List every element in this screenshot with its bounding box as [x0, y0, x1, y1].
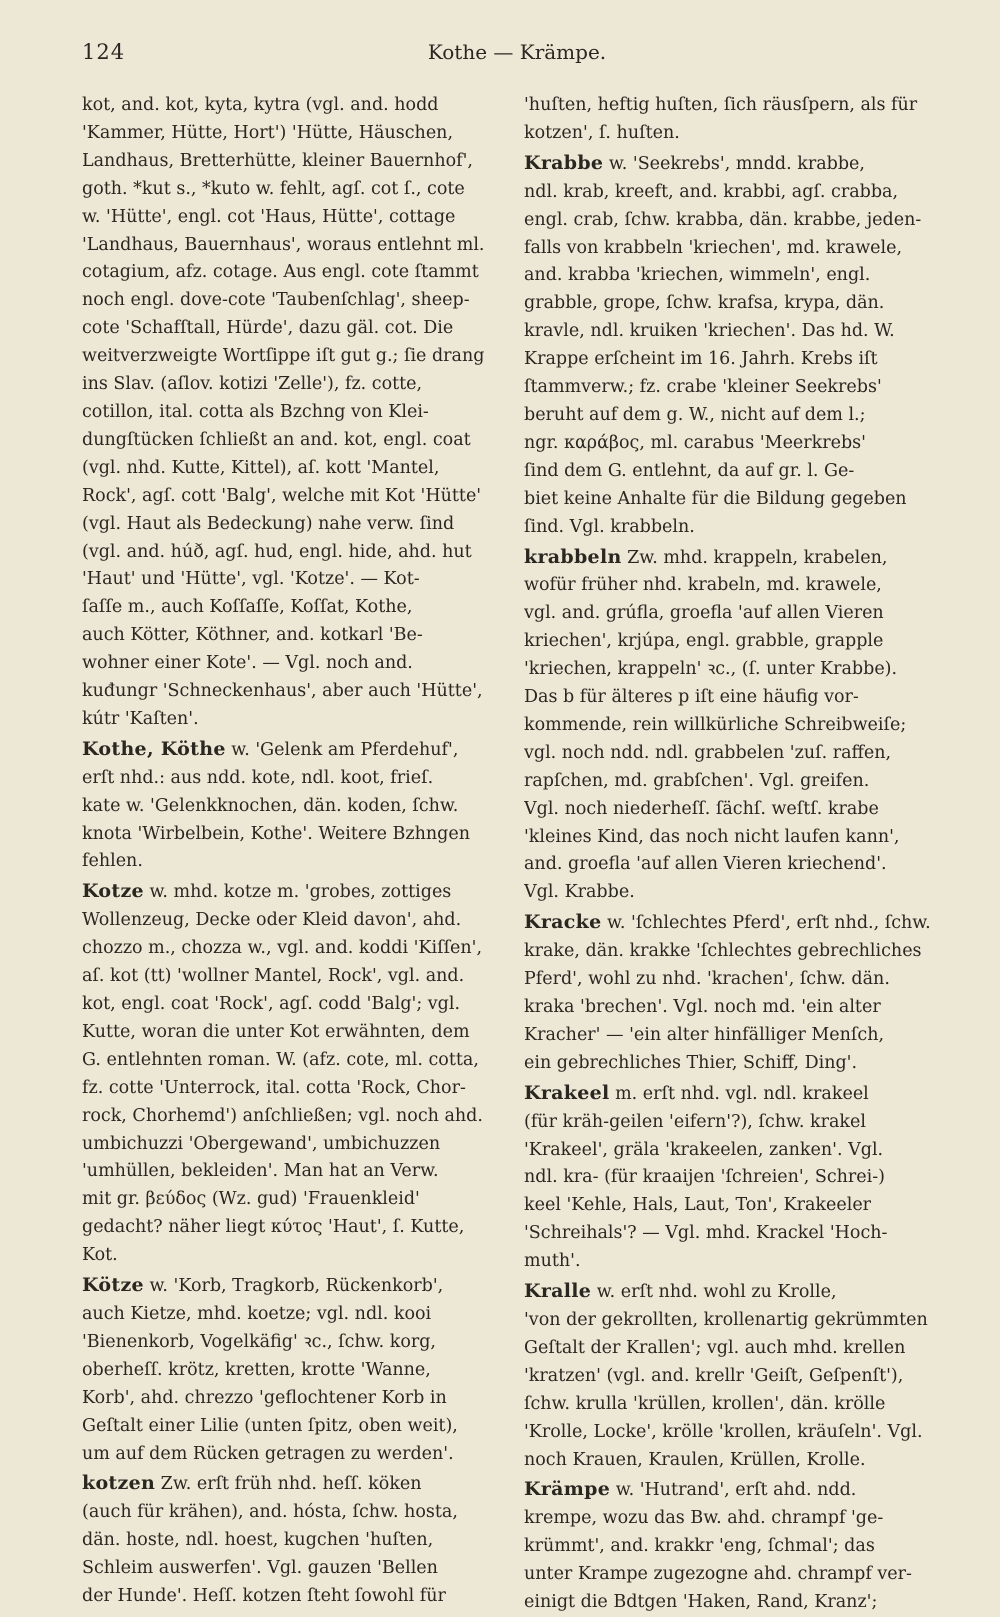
line-text: keel 'Kehle, Hals, Laut, Ton', Krakeeler — [524, 1195, 872, 1216]
line-text: engl. crab, ſchw. krabba, dän. krabbe, jeden- — [524, 209, 922, 230]
entry-headword: Kötze — [82, 1274, 144, 1297]
line-text: Korb', ahd. chrezzo 'geflochtener Korb in — [82, 1387, 447, 1408]
line-text: Wollenzeug, Decke oder Kleid davon', ahd. — [82, 910, 462, 931]
text-line — [82, 176, 494, 204]
text-line — [524, 1533, 942, 1561]
text-line — [82, 821, 494, 849]
line-text: ſtammverw.; fz. crabe 'kleiner Seekrebs' — [524, 377, 882, 398]
line-text: 'kleines Kind, das noch nicht laufen kann', — [524, 826, 900, 847]
line-text: kravle, ndl. kruiken 'kriechen'. Das hd. W. — [524, 321, 895, 342]
line-text: fehlen. — [82, 851, 143, 872]
text-line — [524, 1278, 942, 1307]
text-line — [82, 399, 494, 427]
text-line — [524, 207, 942, 235]
text-line — [524, 318, 942, 346]
text-line — [524, 120, 942, 148]
line-text: vgl. noch ndd. ndl. grabbelen 'zuſ. raffen, — [524, 742, 892, 763]
text-line — [82, 963, 494, 991]
line-text: goth. *kut s., *kuto w. fehlt, agſ. cot ſ., cote — [82, 178, 465, 199]
text-line — [82, 1075, 494, 1103]
text-line — [82, 1214, 494, 1242]
text-line — [524, 1080, 942, 1109]
line-text: w. 'Gelenk am Pferdehuf', — [225, 739, 459, 760]
line-text: w. 'Seekrebs', mndd. krabbe, — [603, 153, 865, 174]
text-line — [524, 1363, 942, 1391]
line-text: w. 'Hütte', engl. cot 'Haus, Hütte', cottage — [82, 206, 456, 227]
line-text: kate w. 'Gelenkknochen, dän. koden, ſchw. — [82, 795, 459, 816]
text-line — [82, 907, 494, 935]
text-line — [82, 1527, 494, 1555]
text-line — [82, 1555, 494, 1583]
line-text: Geſtalt der Krallen'; vgl. auch mhd. krellen — [524, 1337, 906, 1358]
text-line — [524, 235, 942, 263]
line-text: Vgl. noch niederheſſ. ſächſ. weſtſ. krabe — [524, 798, 879, 819]
line-text: cotagium, afz. cotage. Aus engl. cote ſtammt — [82, 262, 479, 283]
text-line — [524, 796, 942, 824]
line-text: kraka 'brechen'. Vgl. noch md. 'ein alter — [524, 997, 881, 1017]
line-text: Das b für älteres p iſt eine häufig vor- — [524, 687, 859, 708]
text-line — [524, 768, 942, 796]
line-text: fz. cotte 'Unterrock, ital. cotta 'Rock, Chor- — [82, 1077, 466, 1098]
text-line — [524, 1419, 942, 1447]
text-line — [82, 1019, 494, 1047]
text-line — [524, 1050, 942, 1078]
text-line — [524, 966, 942, 994]
text-line — [524, 994, 942, 1022]
line-text: ſaſſe m., auch Koſſaſſe, Koſſat, Kothe, — [82, 597, 413, 618]
entry-headword: Kotze — [82, 880, 144, 903]
text-line — [524, 1220, 942, 1248]
line-text: cote 'Schafſtall, Hürde', dazu gäl. cot. Die — [82, 318, 454, 339]
text-line — [524, 1248, 942, 1276]
text-line — [82, 92, 494, 120]
line-text: weitverzweigte Wortſippe iſt gut g.; ſie drang — [82, 346, 485, 367]
line-text: krümmt', and. krakkr 'eng, ſchmal'; das — [524, 1536, 875, 1557]
text-line — [524, 851, 942, 879]
text-line — [82, 848, 494, 876]
line-text: kuđungr 'Schneckenhaus', aber auch 'Hütte', — [82, 681, 483, 702]
line-text: Geſtalt einer Lilie (unten ſpitz, oben weit), — [82, 1415, 458, 1436]
text-line — [524, 1391, 942, 1419]
text-line — [82, 706, 494, 734]
line-text: noch Krauen, Kraulen, Krüllen, Krolle. — [524, 1449, 866, 1470]
text-line — [82, 1047, 494, 1075]
page-number: 124 — [82, 40, 126, 64]
text-line — [524, 262, 942, 290]
text-line — [524, 1561, 942, 1589]
line-text: G. entlehnten roman. W. (afz. cote, ml. cotta, — [82, 1049, 479, 1070]
line-text: (auch für krähen), and. hósta, ſchw. hosta, — [82, 1502, 458, 1523]
line-text: and. groefla 'auf allen Vieren kriechend'. — [524, 854, 887, 875]
line-text: 'Landhaus, Bauernhaus', woraus entlehnt ml. — [82, 234, 485, 255]
text-line — [82, 1413, 494, 1441]
text-line — [82, 259, 494, 287]
line-text: Zw. mhd. krappeln, krabelen, — [621, 547, 888, 568]
line-text: ſchw. krulla 'krüllen, krollen', dän. krölle — [524, 1393, 886, 1414]
text-line — [82, 483, 494, 511]
text-line — [524, 374, 942, 402]
line-text: kotzen', ſ. huſten. — [524, 122, 680, 143]
text-line — [82, 793, 494, 821]
text-line — [82, 678, 494, 706]
line-text: rock, Chorhemd') anſchließen; vgl. noch ahd. — [82, 1105, 483, 1126]
line-text: 'Haut' und 'Hütte', vgl. 'Kotze'. — Kot- — [82, 569, 420, 590]
line-text: biet keine Anhalte für die Bildung gegeben — [524, 488, 907, 509]
text-line — [524, 1192, 942, 1220]
text-line — [524, 938, 942, 966]
line-text: and. krabba 'kriechen, wimmeln', engl. — [524, 265, 871, 286]
line-text: cotillon, ital. cotta als Bzchng von Klei- — [82, 401, 429, 422]
line-text: Schleim auswerfen'. Vgl. gauzen 'Bellen — [82, 1558, 438, 1579]
line-text: Vgl. Krabbe. — [524, 882, 635, 903]
line-text: knota 'Wirbelbein, Kothe'. Weitere Bzhngen — [82, 823, 470, 844]
text-line — [82, 204, 494, 232]
page-header — [82, 40, 952, 70]
text-line — [524, 402, 942, 430]
text-line — [82, 1357, 494, 1385]
text-line — [524, 824, 942, 852]
line-text: wohner einer Kote'. — Vgl. noch and. — [82, 653, 413, 674]
text-line — [82, 1385, 494, 1413]
text-line — [82, 287, 494, 315]
text-line — [524, 1022, 942, 1050]
line-text: ins Slav. (aſlov. kotizi 'Zelle'), fz. cotte, — [82, 374, 423, 395]
line-text: 'Krakeel', gräla 'krakeelen, zanken'. Vgl. — [524, 1139, 884, 1160]
text-line — [82, 1301, 494, 1329]
line-text: dän. hoste, ndl. hoest, kugchen 'huſten, — [82, 1530, 434, 1551]
text-line — [524, 430, 942, 458]
entry-headword: Krabbe — [524, 151, 604, 174]
line-text: oberheſſ. krötz, kretten, krotte 'Wanne, — [82, 1359, 431, 1380]
line-text: (vgl. nhd. Kutte, Kittel), aſ. kott 'Mantel, — [82, 457, 440, 478]
text-line — [82, 935, 494, 963]
text-line — [82, 1470, 494, 1499]
line-text: muth'. — [524, 1251, 581, 1272]
line-text: 'huſten, heftig huſten, ſich räusſpern, als für — [524, 95, 918, 115]
text-line — [82, 1499, 494, 1527]
text-line — [524, 1137, 942, 1165]
line-text: kútr 'Kaſten'. — [82, 708, 199, 729]
text-line — [524, 1505, 942, 1533]
line-text: Pferd', wohl zu nhd. 'krachen', ſchw. dän. — [524, 969, 890, 990]
text-line — [82, 736, 494, 765]
text-line — [82, 455, 494, 483]
line-text: ein gebrechliches Thier, Schiff, Ding'. — [524, 1052, 858, 1073]
text-line — [82, 622, 494, 650]
line-text: kot, and. kot, kyta, kytra (vgl. and. hodd — [82, 95, 439, 115]
text-line — [82, 1103, 494, 1131]
text-line — [82, 1242, 494, 1270]
text-line — [82, 991, 494, 1019]
text-line — [524, 514, 942, 542]
line-text: auch Kietze, mhd. koetze; vgl. ndl. kooi — [82, 1303, 432, 1324]
line-text: w. mhd. kotze m. 'grobes, zottiges — [143, 882, 452, 903]
line-text: 'umhüllen, bekleiden'. Man hat an Verw. — [82, 1161, 439, 1182]
line-text: kommende, rein willkürliche Schreibweiſe; — [524, 714, 907, 735]
text-line — [82, 1272, 494, 1301]
line-text: (für kräh-geilen 'eifern'?), ſchw. krakel — [524, 1111, 866, 1132]
text-line — [82, 650, 494, 678]
entry-headword: Kothe, Köthe — [82, 737, 226, 760]
text-line — [82, 371, 494, 399]
entry-headword: Kracke — [524, 911, 602, 934]
text-line — [82, 1131, 494, 1159]
text-line — [524, 1589, 942, 1617]
line-text: krempe, wozu das Bw. ahd. chrampf 'ge- — [524, 1508, 884, 1529]
text-line — [82, 765, 494, 793]
line-text: krake, dän. krakke 'ſchlechtes gebrechliches — [524, 941, 922, 962]
line-text: vgl. and. grúfla, groefla 'auf allen Vieren — [524, 603, 884, 624]
line-text: grabble, grope, ſchw. krafsa, krypa, dän. — [524, 293, 885, 314]
entry-headword: Kralle — [524, 1280, 592, 1303]
entry-headword: Krämpe — [524, 1478, 611, 1501]
text-line — [524, 1335, 942, 1363]
text-line — [524, 179, 942, 207]
text-line — [82, 878, 494, 907]
line-text: 'kriechen, krappeln' ꝛc., (ſ. unter Krabbe). — [524, 659, 898, 680]
text-line — [524, 150, 942, 179]
text-line — [82, 539, 494, 567]
line-text: Rock', agſ. cott 'Balg', welche mit Kot 'Hütte' — [82, 485, 482, 506]
line-text: um auf dem Rücken getragen zu werden'. — [82, 1443, 454, 1464]
line-text: umbichuzzi 'Obergewand', umbichuzzen — [82, 1133, 441, 1154]
text-line — [82, 148, 494, 176]
line-text: ſind dem G. entlehnt, da auf gr. l. Ge- — [524, 460, 855, 481]
text-line — [524, 1476, 942, 1505]
text-line — [524, 909, 942, 938]
line-text: 'von der gekrollten, krollenartig gekrümmten — [524, 1309, 928, 1330]
text-line — [524, 544, 942, 573]
text-line — [82, 1186, 494, 1214]
text-line — [524, 346, 942, 374]
text-line — [82, 511, 494, 539]
line-text: ndl. kra- (für kraaijen 'ſchreien', Schrei-) — [524, 1167, 885, 1188]
running-head: Kothe — Krämpe. — [427, 40, 607, 64]
text-line — [524, 712, 942, 740]
line-text: erſt nhd.: aus ndd. kote, ndl. koot, frieſ. — [82, 767, 434, 788]
line-text: einigt die Bdtgen 'Haken, Rand, Kranz'; — [524, 1592, 878, 1613]
line-text: (vgl. and. húð, agſ. hud, engl. hide, ahd. hut — [82, 541, 472, 562]
entry-headword: Krakeel — [524, 1081, 610, 1104]
line-text: w. 'ſchlechtes Pferd', erſt nhd., ſchw. — [601, 913, 931, 934]
line-text: ngr. καράβος, ml. carabus 'Meerkrebs' — [524, 432, 866, 453]
text-line — [82, 120, 494, 148]
entry-headword: krabbeln — [524, 545, 622, 568]
line-text: w. 'Hutrand', erſt ahd. ndd. — [610, 1480, 857, 1501]
line-text: beruht auf dem g. W., nicht auf dem l.; — [524, 404, 866, 425]
text-line — [524, 458, 942, 486]
text-line — [82, 343, 494, 371]
line-text: der Hunde'. Heſſ. kotzen ſteht ſowohl für — [82, 1586, 446, 1607]
text-line — [524, 628, 942, 656]
line-text: kriechen', krjúpa, engl. grabble, grapple — [524, 631, 884, 652]
line-text: gedacht? näher liegt κύτος 'Haut', ſ. Kutte, — [82, 1217, 465, 1238]
line-text: chozzo m., chozza w., vgl. and. koddi 'Kiſſen', — [82, 938, 483, 959]
text-line — [524, 879, 942, 907]
text-line — [524, 92, 942, 120]
text-line — [524, 684, 942, 712]
line-text: Kracher' — 'ein alter hinfälliger Menſch, — [524, 1024, 885, 1045]
line-text: Landhaus, Bretterhütte, kleiner Bauernhof', — [82, 150, 473, 171]
text-line — [524, 1447, 942, 1475]
line-text: (vgl. Haut als Bedeckung) nahe verw. ſind — [82, 513, 455, 534]
text-line — [82, 1441, 494, 1469]
line-text: Kutte, woran die unter Kot erwähnten, dem — [82, 1021, 470, 1042]
text-line — [524, 1164, 942, 1192]
text-line — [524, 486, 942, 514]
line-text: w. 'Korb, Tragkorb, Rückenkorb', — [143, 1276, 444, 1297]
line-text: wofür früher nhd. krabeln, md. krawele, — [524, 575, 882, 596]
line-text: rapſchen, md. grabſchen'. Vgl. greifen. — [524, 770, 870, 791]
entry-headword: kotzen — [82, 1472, 156, 1495]
line-text: ndl. krab, kreeft, and. krabbi, agſ. crabba, — [524, 181, 899, 202]
line-text: mit gr. βεύδος (Wz. gud) 'Frauenkleid' — [82, 1189, 420, 1210]
text-line — [82, 1583, 494, 1611]
text-line — [82, 566, 494, 594]
text-line — [82, 1158, 494, 1186]
line-text: Kot. — [82, 1245, 118, 1266]
line-text: m. erſt nhd. vgl. ndl. krakeel — [609, 1083, 869, 1104]
line-text: 'Kammer, Hütte, Hort') 'Hütte, Häuschen, — [82, 122, 454, 143]
line-text: falls von krabbeln 'kriechen', md. krawele, — [524, 237, 903, 258]
left-column — [82, 92, 494, 1611]
line-text: auch Kötter, Köthner, and. kotkarl 'Be- — [82, 625, 423, 646]
line-text: dungſtücken ſchließt an and. kot, engl. coat — [82, 429, 471, 450]
text-line — [524, 572, 942, 600]
line-text: kot, engl. coat 'Rock', agſ. codd 'Balg'; vgl. — [82, 994, 461, 1014]
line-text: w. erſt nhd. wohl zu Krolle, — [591, 1282, 837, 1303]
text-line — [82, 232, 494, 260]
line-text: 'kratzen' (vgl. and. krellr 'Geiſt, Geſpenſt'), — [524, 1365, 904, 1386]
text-line — [82, 427, 494, 455]
text-line — [524, 1307, 942, 1335]
text-line — [524, 740, 942, 768]
text-line — [524, 290, 942, 318]
text-line — [524, 1109, 942, 1137]
line-text: unter Krampe zugezogne ahd. chrampf ver- — [524, 1564, 912, 1585]
line-text: aſ. kot (tt) 'wollner Mantel, Rock', vgl. and. — [82, 966, 465, 987]
text-line — [82, 315, 494, 343]
text-line — [82, 594, 494, 622]
text-line — [82, 1329, 494, 1357]
line-text: 'Bienenkorb, Vogelkäfig' ꝛc., ſchw. korg, — [82, 1331, 436, 1352]
line-text: noch engl. dove-cote 'Taubenſchlag', sheep- — [82, 290, 470, 311]
text-line — [524, 656, 942, 684]
line-text: 'Krolle, Locke', krölle 'krollen, kräuſeln'. Vgl. — [524, 1421, 923, 1442]
right-column — [524, 92, 942, 1617]
text-line — [524, 600, 942, 628]
line-text: 'Schreihals'? — Vgl. mhd. Krackel 'Hoch- — [524, 1223, 888, 1244]
line-text: Krappe erſcheint im 16. Jahrh. Krebs iſt — [524, 349, 878, 370]
line-text: Zw. erſt früh nhd. heſſ. köken — [155, 1474, 422, 1495]
line-text: ſind. Vgl. krabbeln. — [524, 516, 695, 537]
